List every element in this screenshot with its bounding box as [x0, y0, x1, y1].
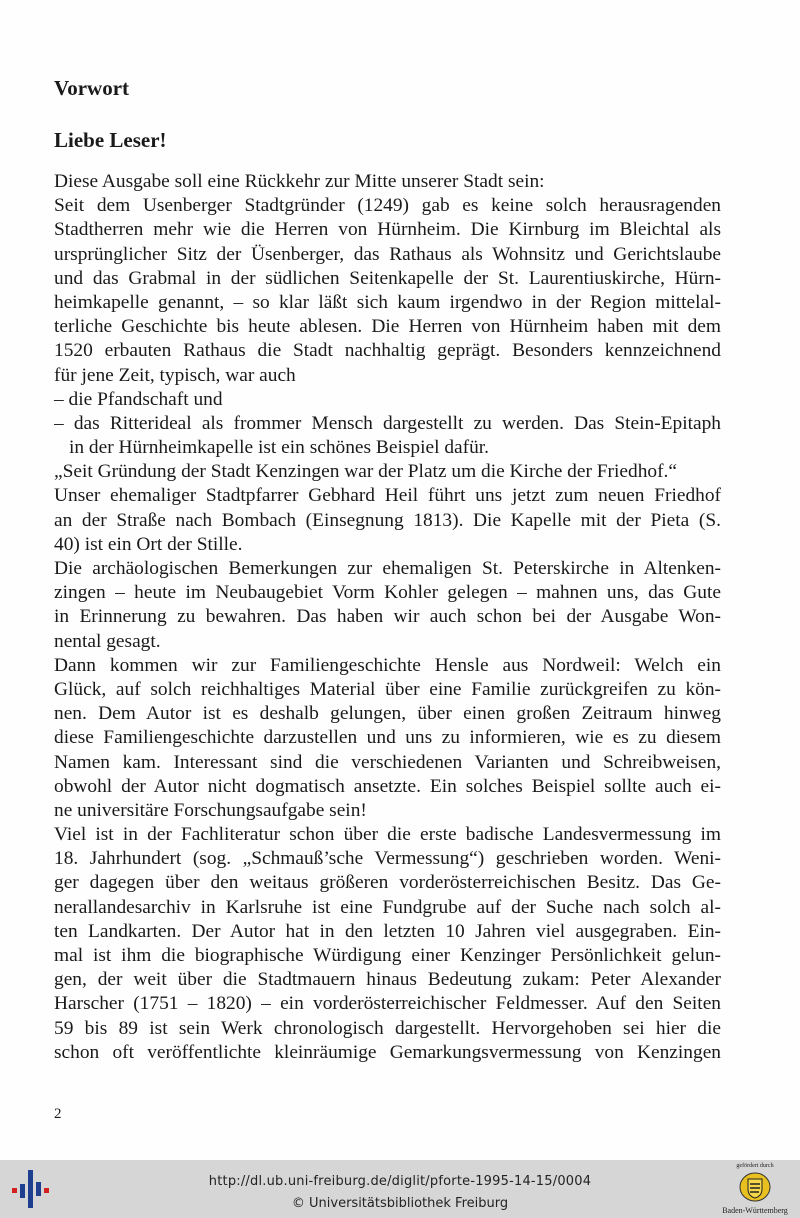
text-line: 59 bis 89 ist sein Werk chronologisch dargestellt. Hervorgehoben sei hier die: [54, 1017, 721, 1039]
text-line: terliche Geschichte bis heute ablesen. Die Herren von Hürnheim haben mit dem: [54, 316, 721, 338]
text-line: in Erinnerung zu bewahren. Das haben wir auch schon bei der Ausgabe Won-: [54, 606, 721, 628]
text-line: nerallandesarchiv in Karlsruhe ist eine Fundgrube auf der Suche nach solch al-: [54, 896, 721, 918]
baden-wuerttemberg-crest-icon: [739, 1171, 771, 1203]
sponsor-badge: [720, 1162, 790, 1216]
text-line: ursprünglicher Sitz der Üsenberger, das Rathaus als Wohnsitz und Gerichtslaube: [54, 243, 721, 265]
footer-copyright: © Universitätsbibliothek Freiburg: [291, 1196, 509, 1211]
text-line: in der Hürnheimkapelle ist ein schönes Beispiel dafür.: [69, 437, 490, 459]
page-number: 2: [54, 1106, 62, 1122]
text-line: nental gesagt.: [54, 630, 161, 652]
text-line: Glück, auf solch reichhaltiges Material über eine Familie zurückgreifen zu kön-: [54, 678, 721, 700]
text-line: 18. Jahrhundert (sog. „Schmauß’sche Vermessung“) geschrieben worden. Weni-: [54, 848, 721, 870]
text-line: für jene Zeit, typisch, war auch: [54, 364, 296, 386]
text-line: Unser ehemaliger Stadtpfarrer Gebhard Heil führt uns jetzt zum neuen Friedhof: [54, 485, 721, 507]
text-line: diese Familiengeschichte darzustellen und uns zu informieren, wie es zu diesem: [54, 727, 721, 749]
page-heading: Vorwort: [54, 76, 130, 100]
body-text: [54, 170, 721, 1065]
text-line: zingen – heute im Neubaugebiet Vorm Kohler gelegen – mahnen uns, das Gute: [54, 582, 721, 604]
text-line: an der Straße nach Bombach (Einsegnung 1813). Die Kapelle mit der Pieta (S.: [54, 509, 721, 531]
text-line: ger dagegen über den weitaus größeren vorderösterreichischen Besitz. Das Ge-: [54, 872, 721, 894]
text-line: ten Landkarten. Der Autor hat in den letzten 10 Jahren viel ausgegraben. Ein-: [54, 920, 721, 942]
text-line: Diese Ausgabe soll eine Rückkehr zur Mitte unserer Stadt sein:: [54, 171, 545, 192]
footer-url-link[interactable]: http://dl.ub.uni-freiburg.de/diglit/pforte-1995-14-15/0004: [208, 1174, 592, 1189]
text-line: Harscher (1751 – 1820) – ein vorderösterreichischer Feldmesser. Auf den Seiten: [54, 993, 721, 1015]
text-line: obwohl der Autor nicht dogmatisch ansetzte. Ein solches Beispiel sollte auch ei-: [54, 775, 721, 797]
text-line: – das Ritterideal als frommer Mensch dargestellt zu werden. Das Stein-Epitaph: [54, 412, 721, 434]
text-line: Dann kommen wir zur Familiengeschichte Hensle aus Nordweil: Welch ein: [54, 654, 721, 676]
text-line: „Seit Gründung der Stadt Kenzingen war der Platz um die Kirche der Friedhof.“: [54, 461, 677, 483]
text-line: Viel ist in der Fachliteratur schon über die erste badische Landesvermessung im: [54, 824, 721, 846]
text-line: ne universitäre Forschungsaufgabe sein!: [54, 799, 367, 821]
text-line: und das Grabmal in der südlichen Seitenkapelle der St. Laurentiuskirche, Hürn-: [54, 267, 721, 289]
text-line: Die archäologischen Bemerkungen zur ehemaligen St. Peterskirche in Altenken-: [54, 558, 721, 579]
text-line: – die Pfandschaft und: [54, 388, 223, 410]
text-line: 40) ist ein Ort der Stille.: [54, 533, 243, 555]
salutation: Liebe Leser!: [54, 128, 167, 152]
sponsor-bottom-label: Baden-Württemberg: [722, 1206, 788, 1215]
text-line: nen. Dem Autor ist es deshalb gelungen, über einen großen Zeitraum hinweg: [54, 703, 721, 725]
text-line: Seit dem Usenberger Stadtgründer (1249) gab es keine solch herausragenden: [54, 195, 721, 217]
sponsor-top-label: gefördert durch: [736, 1163, 774, 1169]
text-line: schon oft veröffentlichte kleinräumige Gemarkungsvermessung von Kenzingen: [54, 1041, 721, 1063]
text-line: gen, der weit über die Stadtmauern hinaus Bedeutung zukam: Peter Alexander: [54, 969, 721, 991]
text-line: mal ist ihm die biographische Würdigung einer Kenzinger Persönlichkeit gelun-: [54, 945, 721, 966]
text-line: 1520 erbauten Rathaus die Stadt nachhaltig geprägt. Besonders kennzeichnend: [54, 340, 721, 362]
text-line: Namen kam. Interessant sind die verschiedenen Varianten und Schreibweisen,: [54, 751, 721, 773]
text-line: heimkapelle genannt, – so klar läßt sich kaum irgendwo in der Region mittelal-: [54, 291, 721, 313]
footer-bar: [0, 1160, 800, 1218]
text-line: Stadtherren mehr wie die Herren von Hürnheim. Die Kirnburg im Bleichtal als: [54, 219, 721, 241]
